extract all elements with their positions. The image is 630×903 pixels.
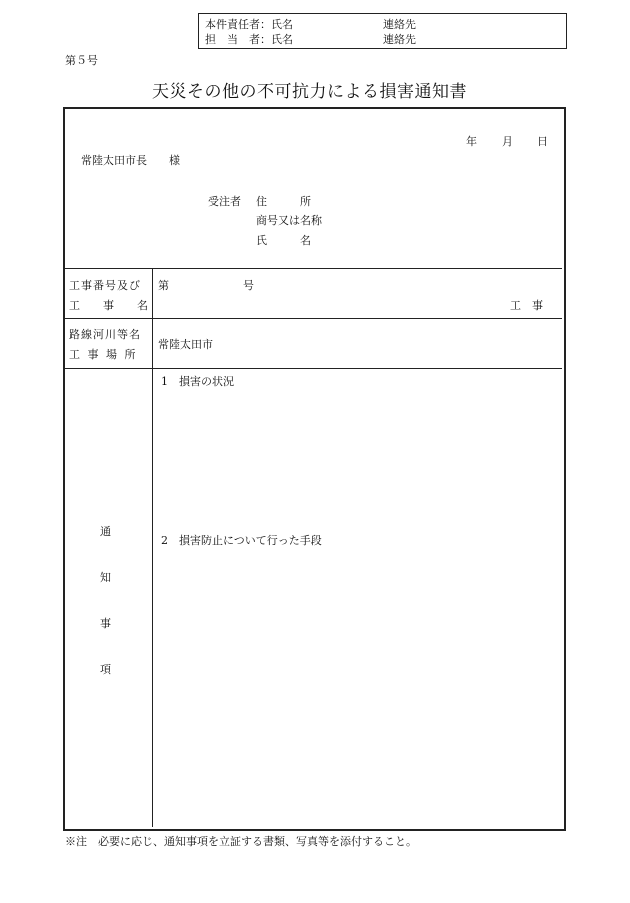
staff-person-contact-label: 連絡先 xyxy=(383,33,416,46)
project-number-suffix: 号 xyxy=(243,279,254,292)
footnote: ※注 必要に応じ、通知事項を立証する書類、写真等を添付すること。 xyxy=(65,835,417,848)
date-day-label: 日 xyxy=(537,135,548,148)
responsible-person-label: 本件責任者：氏名 xyxy=(205,18,293,31)
form-number: 第５号 xyxy=(65,54,98,67)
row-divider-location xyxy=(64,368,562,369)
location-label-line2: 工 事 場 所 xyxy=(69,348,138,361)
contractor-name-label: 氏 名 xyxy=(256,234,311,247)
project-label-line2: 工 事 名 xyxy=(69,299,154,312)
notice-item-prevention-measures: 2 損害防止について行った手段 xyxy=(161,534,322,547)
date-month-label: 月 xyxy=(502,135,513,148)
label-column-divider xyxy=(152,269,153,827)
project-number-prefix: 第 xyxy=(158,279,169,292)
row-divider-project xyxy=(64,318,562,319)
notice-label-char-4: 項 xyxy=(100,663,111,676)
location-label-line1: 路線河川等名 xyxy=(69,328,141,341)
contractor-company-label: 商号又は名称 xyxy=(256,214,322,227)
document-title: 天災その他の不可抗力による損害通知書 xyxy=(152,82,467,102)
row-divider-top xyxy=(64,268,562,269)
location-value: 常陸太田市 xyxy=(158,338,213,351)
notice-label-char-3: 事 xyxy=(100,617,111,630)
project-work-suffix: 工 事 xyxy=(510,299,543,312)
notice-label-char-1: 通 xyxy=(100,525,111,538)
project-label-line1: 工事番号及び xyxy=(69,279,141,292)
date-year-label: 年 xyxy=(466,135,477,148)
responsible-person-contact-label: 連絡先 xyxy=(383,18,416,31)
notice-label-char-2: 知 xyxy=(100,571,111,584)
contractor-address-label: 住 所 xyxy=(256,195,311,208)
staff-person-label: 担 当 者：氏名 xyxy=(205,33,293,46)
addressee: 常陸太田市長 様 xyxy=(81,154,180,167)
notice-item-damage-status: 1 損害の状況 xyxy=(161,375,234,388)
contractor-label: 受注者 xyxy=(208,195,241,208)
